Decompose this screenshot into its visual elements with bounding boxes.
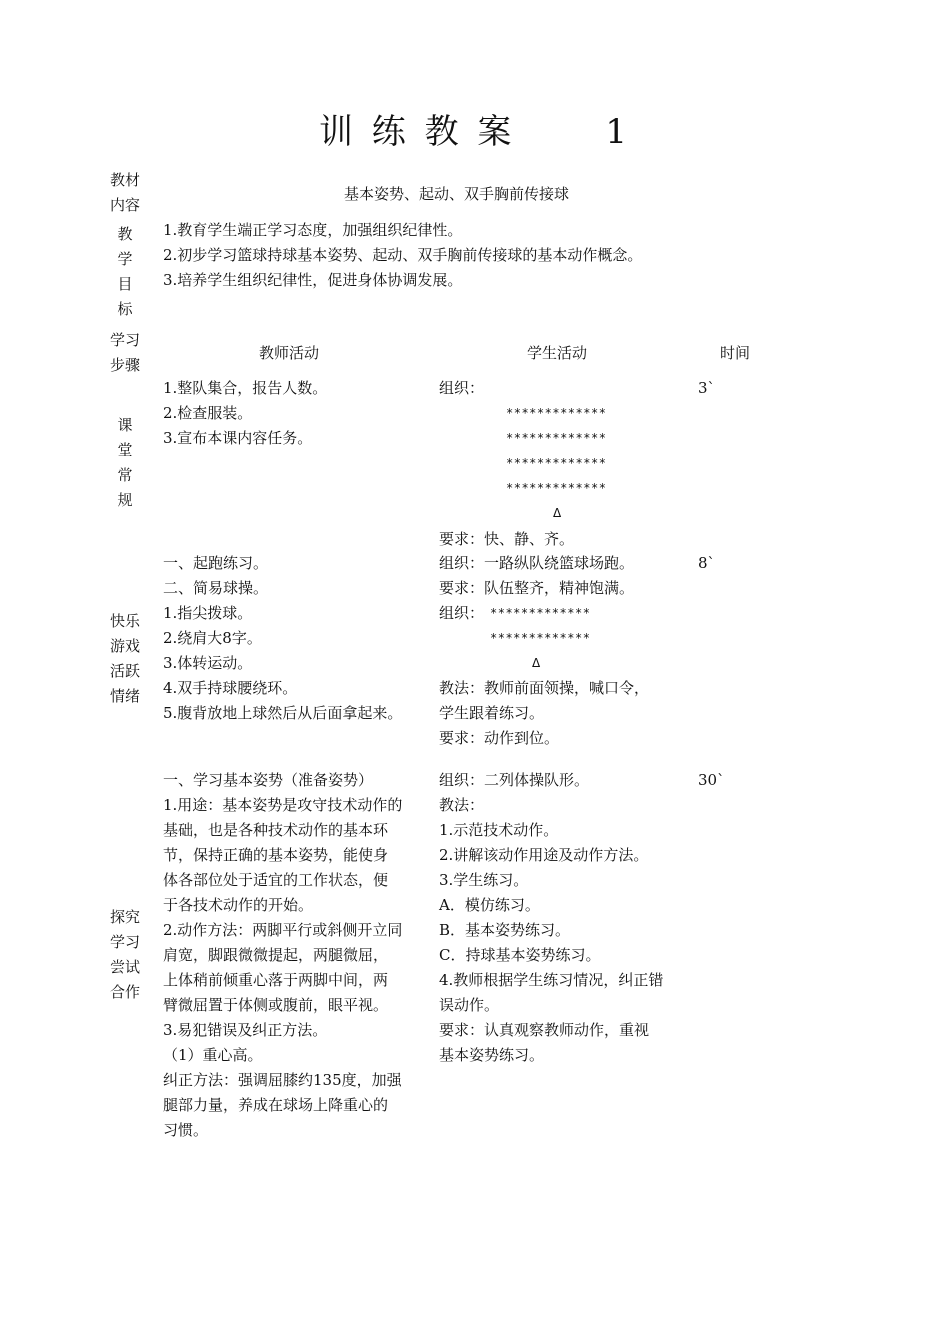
label-line: 教材 bbox=[109, 171, 140, 189]
routine-teacher-item: 2.检查服装。 bbox=[163, 404, 253, 422]
explore-teacher-line: （1）重心高。 bbox=[163, 1046, 263, 1064]
label-line: 情绪 bbox=[109, 687, 140, 705]
explore-student-line: A．模仿练习。 bbox=[439, 896, 540, 914]
label-line: 活跃 bbox=[109, 662, 140, 680]
header-teacher: 教师活动 bbox=[259, 344, 320, 362]
routine-org-label: 组织： bbox=[439, 379, 485, 397]
explore-teacher-line: 于各技术动作的开始。 bbox=[163, 896, 314, 914]
game-student-item: 要求：动作到位。 bbox=[439, 729, 560, 747]
goal-item: 2.初步学习篮球持球基本姿势、起动、双手胸前传接球的基本动作概念。 bbox=[163, 246, 643, 264]
label-game bbox=[100, 609, 150, 709]
routine-teacher-item: 1.整队集合，报告人数。 bbox=[163, 379, 328, 397]
formation-row: ************* bbox=[506, 406, 607, 420]
game-org-label: 组织： bbox=[439, 604, 485, 622]
header-student: 学生活动 bbox=[527, 344, 588, 362]
game-teacher bbox=[163, 551, 402, 726]
explore-teacher-line: 3.易犯错误及纠正方法。 bbox=[163, 1021, 328, 1039]
explore-student-line: 误动作。 bbox=[439, 996, 500, 1014]
formation-row: ************* bbox=[506, 431, 607, 445]
game-time: 8` bbox=[698, 554, 716, 572]
title-text: 训 练 教 案 bbox=[318, 112, 516, 152]
label-line: 规 bbox=[117, 491, 133, 509]
explore-teacher-line: 纠正方法：强调屈膝约135度，加强 bbox=[163, 1071, 402, 1089]
label-line: 探究 bbox=[109, 908, 140, 926]
game-teacher-item: 二、简易球操。 bbox=[163, 579, 269, 597]
explore-teacher-line: 节，保持正确的基本姿势，能使身 bbox=[163, 846, 389, 864]
game-teacher-item: 4.双手持球腰绕环。 bbox=[163, 679, 298, 697]
teacher-position-triangle: Δ bbox=[553, 506, 562, 520]
page-title bbox=[0, 104, 950, 153]
formation-row: ************* bbox=[490, 606, 591, 620]
explore-student-line: 1.示范技术动作。 bbox=[439, 821, 559, 839]
routine-requirement: 要求：快、静、齐。 bbox=[439, 530, 575, 548]
material-content: 基本姿势、起动、双手胸前传接球 bbox=[344, 185, 570, 203]
label-line: 合作 bbox=[109, 983, 140, 1001]
explore-student-line: 要求：认真观察教师动作，重视 bbox=[439, 1021, 650, 1039]
label-line: 学 bbox=[117, 250, 133, 268]
routine-teacher bbox=[163, 376, 327, 451]
game-student-item: 学生跟着练习。 bbox=[439, 704, 545, 722]
label-line: 步骤 bbox=[109, 356, 140, 374]
explore-teacher-line: 基础，也是各种技术动作的基本环 bbox=[163, 821, 389, 839]
label-steps bbox=[100, 328, 150, 378]
explore-teacher bbox=[163, 768, 402, 1143]
formation-row: ************* bbox=[490, 631, 591, 645]
game-teacher-item: 1.指尖拨球。 bbox=[163, 604, 253, 622]
explore-student-line: B．基本姿势练习。 bbox=[439, 921, 571, 939]
game-student-after bbox=[439, 676, 649, 751]
label-line: 学习 bbox=[109, 933, 140, 951]
game-teacher-item: 3.体转运动。 bbox=[163, 654, 253, 672]
label-explore bbox=[100, 905, 150, 1005]
explore-student-line: 2.讲解该动作用途及动作方法。 bbox=[439, 846, 649, 864]
explore-student-line: C．持球基本姿势练习。 bbox=[439, 946, 601, 964]
game-formation bbox=[490, 601, 590, 651]
explore-teacher-line: 上体稍前倾重心落于两脚中间，两 bbox=[163, 971, 389, 989]
explore-student-line: 4.教师根据学生练习情况，纠正错 bbox=[439, 971, 664, 989]
routine-formation bbox=[506, 401, 606, 501]
explore-teacher-line: 体各部位处于适宜的工作状态，便 bbox=[163, 871, 389, 889]
label-line: 课 bbox=[117, 416, 133, 434]
explore-teacher-line: 肩宽，脚跟微微提起，两腿微屈， bbox=[163, 946, 389, 964]
label-line: 目 bbox=[117, 275, 133, 293]
label-line: 教 bbox=[117, 225, 133, 243]
explore-teacher-line: 习惯。 bbox=[163, 1121, 209, 1139]
explore-student-line: 基本姿势练习。 bbox=[439, 1046, 545, 1064]
formation-row: ************* bbox=[506, 456, 607, 470]
label-line: 内容 bbox=[109, 196, 140, 214]
game-student-item: 要求：队伍整齐，精神饱满。 bbox=[439, 579, 635, 597]
label-line: 堂 bbox=[117, 441, 133, 459]
explore-teacher-line: 1.用途：基本姿势是攻守技术动作的 bbox=[163, 796, 403, 814]
label-line: 尝试 bbox=[109, 958, 140, 976]
explore-student-line: 教法： bbox=[439, 796, 485, 814]
goals-list bbox=[163, 218, 642, 293]
explore-teacher-line: 2.动作方法：两脚平行或斜侧开立同 bbox=[163, 921, 403, 939]
label-routine bbox=[100, 413, 150, 513]
game-student-item: 组织：一路纵队绕篮球场跑。 bbox=[439, 554, 635, 572]
label-line: 游戏 bbox=[109, 637, 140, 655]
explore-teacher-line: 一、学习基本姿势（准备姿势） bbox=[163, 771, 374, 789]
label-material bbox=[100, 168, 150, 218]
label-line: 标 bbox=[117, 300, 133, 318]
game-teacher-item: 2.绕肩大8字。 bbox=[163, 629, 262, 647]
header-time: 时间 bbox=[720, 344, 751, 362]
game-teacher-item: 一、起跑练习。 bbox=[163, 554, 269, 572]
explore-student bbox=[439, 768, 663, 1068]
label-line: 快乐 bbox=[109, 612, 140, 630]
label-line: 常 bbox=[117, 466, 133, 484]
title-number: 1 bbox=[605, 112, 632, 152]
routine-time: 3` bbox=[698, 379, 716, 397]
explore-teacher-line: 腿部力量，养成在球场上降重心的 bbox=[163, 1096, 389, 1114]
explore-student-line: 3.学生练习。 bbox=[439, 871, 529, 889]
goal-item: 3.培养学生组织纪律性，促进身体协调发展。 bbox=[163, 271, 463, 289]
explore-student-line: 组织：二列体操队形。 bbox=[439, 771, 590, 789]
game-teacher-item: 5.腹背放地上球然后从后面拿起来。 bbox=[163, 704, 403, 722]
routine-teacher-item: 3.宣布本课内容任务。 bbox=[163, 429, 313, 447]
teacher-position-triangle: Δ bbox=[532, 656, 541, 670]
label-line: 学习 bbox=[109, 331, 140, 349]
explore-teacher-line: 臂微屈置于体侧或腹前，眼平视。 bbox=[163, 996, 389, 1014]
game-student-item: 教法：教师前面领操，喊口令， bbox=[439, 679, 650, 697]
explore-time: 30` bbox=[698, 771, 725, 789]
formation-row: ************* bbox=[506, 481, 607, 495]
goal-item: 1.教育学生端正学习态度，加强组织纪律性。 bbox=[163, 221, 463, 239]
label-goals bbox=[100, 222, 150, 322]
